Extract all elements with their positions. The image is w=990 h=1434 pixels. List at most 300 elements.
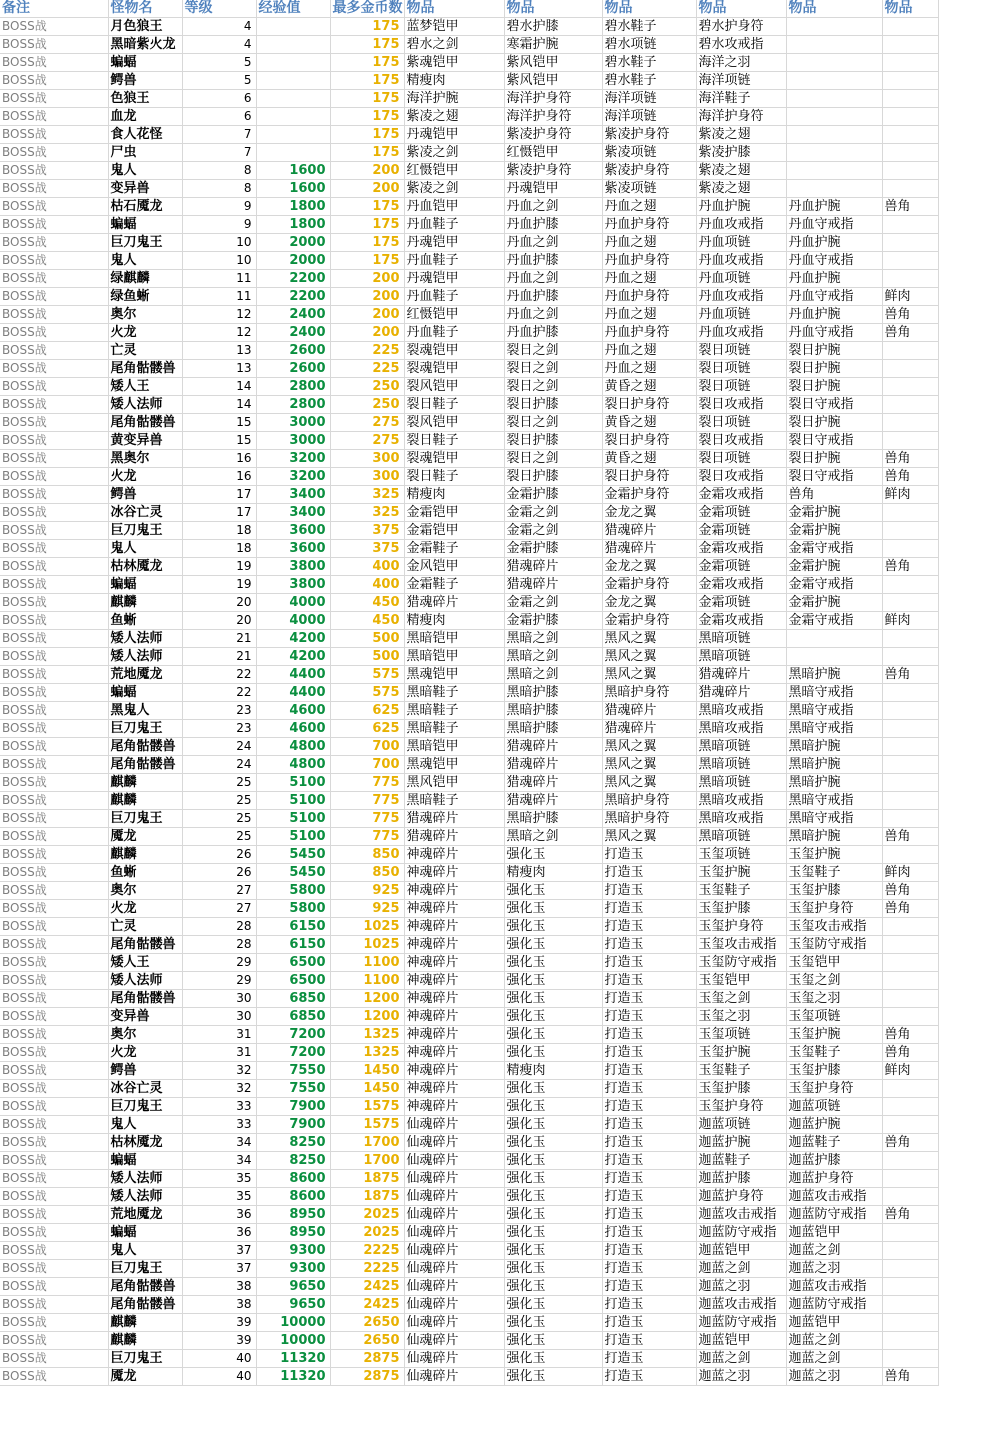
item-cell[interactable]: 迦蓝铠甲 (696, 1332, 786, 1350)
item-cell[interactable]: 丹血攻戒指 (696, 252, 786, 270)
exp-cell[interactable]: 4400 (256, 684, 330, 702)
item-cell[interactable]: 黑暗项链 (696, 756, 786, 774)
level-cell[interactable]: 10 (182, 234, 256, 252)
monster-name-cell[interactable]: 月色狼王 (108, 18, 182, 36)
item-cell[interactable]: 碧水护膝 (504, 18, 602, 36)
item-cell[interactable]: 神魂碎片 (404, 1008, 504, 1026)
monster-name-cell[interactable]: 尾角骷髅兽 (108, 738, 182, 756)
exp-cell[interactable]: 3200 (256, 450, 330, 468)
item-cell[interactable] (882, 630, 938, 648)
exp-cell[interactable]: 6500 (256, 972, 330, 990)
exp-cell[interactable]: 9650 (256, 1278, 330, 1296)
item-cell[interactable] (882, 162, 938, 180)
monster-name-cell[interactable]: 麒麟 (108, 846, 182, 864)
exp-cell[interactable]: 6150 (256, 918, 330, 936)
level-cell[interactable]: 26 (182, 846, 256, 864)
monster-name-cell[interactable]: 麒麟 (108, 774, 182, 792)
item-cell[interactable]: 玉玺护腕 (696, 1044, 786, 1062)
item-cell[interactable]: 裂日之剑 (504, 378, 602, 396)
level-cell[interactable]: 12 (182, 324, 256, 342)
note-cell[interactable]: BOSS战 (0, 1080, 108, 1098)
item-cell[interactable]: 金霜护膝 (504, 540, 602, 558)
item-cell[interactable]: 仙魂碎片 (404, 1350, 504, 1368)
monster-name-cell[interactable]: 冰谷亡灵 (108, 1080, 182, 1098)
item-cell[interactable]: 鲜肉 (882, 864, 938, 882)
note-cell[interactable]: BOSS战 (0, 486, 108, 504)
item-cell[interactable] (786, 108, 882, 126)
item-cell[interactable]: 兽角 (882, 882, 938, 900)
item-cell[interactable] (882, 576, 938, 594)
item-cell[interactable] (882, 36, 938, 54)
level-cell[interactable]: 20 (182, 594, 256, 612)
level-cell[interactable]: 28 (182, 936, 256, 954)
item-cell[interactable]: 裂日之剑 (504, 360, 602, 378)
item-cell[interactable]: 玉玺护腕 (786, 1026, 882, 1044)
item-cell[interactable]: 强化玉 (504, 1080, 602, 1098)
gold-cell[interactable]: 275 (330, 414, 404, 432)
level-cell[interactable]: 39 (182, 1332, 256, 1350)
item-cell[interactable]: 神魂碎片 (404, 954, 504, 972)
note-cell[interactable]: BOSS战 (0, 774, 108, 792)
gold-cell[interactable]: 175 (330, 252, 404, 270)
item-cell[interactable] (882, 756, 938, 774)
level-cell[interactable]: 40 (182, 1368, 256, 1386)
gold-cell[interactable]: 225 (330, 360, 404, 378)
monster-name-cell[interactable]: 尾角骷髅兽 (108, 1296, 182, 1314)
item-cell[interactable] (882, 792, 938, 810)
item-cell[interactable]: 强化玉 (504, 936, 602, 954)
item-cell[interactable]: 金霜之剑 (504, 522, 602, 540)
gold-cell[interactable]: 775 (330, 828, 404, 846)
item-cell[interactable]: 玉玺护腕 (696, 864, 786, 882)
item-cell[interactable]: 强化玉 (504, 1044, 602, 1062)
gold-cell[interactable]: 200 (330, 180, 404, 198)
item-cell[interactable]: 紫风铠甲 (504, 72, 602, 90)
monster-name-cell[interactable]: 尾角骷髅兽 (108, 756, 182, 774)
item-cell[interactable]: 黑暗护身符 (602, 792, 696, 810)
item-cell[interactable]: 猎魂碎片 (504, 738, 602, 756)
item-cell[interactable]: 丹魂铠甲 (404, 234, 504, 252)
note-cell[interactable]: BOSS战 (0, 72, 108, 90)
gold-cell[interactable]: 2875 (330, 1350, 404, 1368)
item-cell[interactable]: 金霜守戒指 (786, 576, 882, 594)
monster-name-cell[interactable]: 奥尔 (108, 1026, 182, 1044)
item-cell[interactable]: 强化玉 (504, 1026, 602, 1044)
exp-cell[interactable]: 10000 (256, 1314, 330, 1332)
item-cell[interactable]: 丹血之剑 (504, 234, 602, 252)
item-cell[interactable]: 裂魂铠甲 (404, 360, 504, 378)
item-cell[interactable] (786, 36, 882, 54)
item-cell[interactable]: 金霜鞋子 (404, 576, 504, 594)
gold-cell[interactable]: 400 (330, 576, 404, 594)
item-cell[interactable]: 丹血守戒指 (786, 324, 882, 342)
item-cell[interactable]: 紫凌护身符 (602, 126, 696, 144)
item-cell[interactable]: 仙魂碎片 (404, 1116, 504, 1134)
note-cell[interactable]: BOSS战 (0, 378, 108, 396)
note-cell[interactable]: BOSS战 (0, 864, 108, 882)
exp-cell[interactable]: 3600 (256, 522, 330, 540)
exp-cell[interactable]: 4600 (256, 702, 330, 720)
item-cell[interactable]: 黑暗护腕 (786, 666, 882, 684)
level-cell[interactable]: 23 (182, 702, 256, 720)
item-cell[interactable]: 仙魂碎片 (404, 1206, 504, 1224)
item-cell[interactable] (882, 108, 938, 126)
gold-cell[interactable]: 1325 (330, 1044, 404, 1062)
note-cell[interactable]: BOSS战 (0, 126, 108, 144)
item-cell[interactable]: 打造玉 (602, 864, 696, 882)
monster-name-cell[interactable]: 鬼人 (108, 1116, 182, 1134)
item-cell[interactable]: 紫凌项链 (602, 180, 696, 198)
exp-cell[interactable]: 7900 (256, 1098, 330, 1116)
gold-cell[interactable]: 250 (330, 396, 404, 414)
item-cell[interactable]: 丹血之翅 (602, 270, 696, 288)
item-cell[interactable]: 兽角 (882, 198, 938, 216)
item-cell[interactable]: 金霜护膝 (504, 612, 602, 630)
gold-cell[interactable]: 1700 (330, 1134, 404, 1152)
item-cell[interactable]: 丹血之剑 (504, 270, 602, 288)
item-cell[interactable]: 打造玉 (602, 1242, 696, 1260)
item-cell[interactable]: 迦蓝防守戒指 (786, 1206, 882, 1224)
exp-cell[interactable]: 6500 (256, 954, 330, 972)
item-cell[interactable] (882, 990, 938, 1008)
level-cell[interactable]: 7 (182, 126, 256, 144)
monster-name-cell[interactable]: 黑暗紫火龙 (108, 36, 182, 54)
item-cell[interactable] (882, 1116, 938, 1134)
item-cell[interactable]: 黑暗护膝 (504, 702, 602, 720)
item-cell[interactable]: 仙魂碎片 (404, 1296, 504, 1314)
item-cell[interactable]: 黑暗守戒指 (786, 792, 882, 810)
exp-cell[interactable]: 2000 (256, 234, 330, 252)
item-cell[interactable]: 猎魂碎片 (696, 666, 786, 684)
item-cell[interactable] (882, 72, 938, 90)
level-cell[interactable]: 37 (182, 1242, 256, 1260)
monster-name-cell[interactable]: 矮人王 (108, 378, 182, 396)
item-cell[interactable]: 碧水护身符 (696, 18, 786, 36)
exp-cell[interactable]: 8250 (256, 1134, 330, 1152)
note-cell[interactable]: BOSS战 (0, 1062, 108, 1080)
item-cell[interactable]: 裂日护腕 (786, 378, 882, 396)
item-cell[interactable]: 金霜护腕 (786, 594, 882, 612)
note-cell[interactable]: BOSS战 (0, 1026, 108, 1044)
item-cell[interactable]: 猎魂碎片 (504, 774, 602, 792)
item-cell[interactable]: 打造玉 (602, 1260, 696, 1278)
item-cell[interactable]: 仙魂碎片 (404, 1242, 504, 1260)
note-cell[interactable]: BOSS战 (0, 684, 108, 702)
note-cell[interactable]: BOSS战 (0, 342, 108, 360)
item-cell[interactable]: 神魂碎片 (404, 1098, 504, 1116)
item-cell[interactable]: 仙魂碎片 (404, 1260, 504, 1278)
gold-cell[interactable]: 1200 (330, 1008, 404, 1026)
item-cell[interactable]: 打造玉 (602, 1134, 696, 1152)
item-cell[interactable]: 迦蓝护膝 (786, 1152, 882, 1170)
item-cell[interactable]: 打造玉 (602, 1152, 696, 1170)
gold-cell[interactable]: 700 (330, 738, 404, 756)
item-cell[interactable]: 打造玉 (602, 936, 696, 954)
exp-cell[interactable]: 9650 (256, 1296, 330, 1314)
monster-name-cell[interactable]: 蝙蝠 (108, 1152, 182, 1170)
note-cell[interactable]: BOSS战 (0, 216, 108, 234)
gold-cell[interactable]: 325 (330, 504, 404, 522)
item-cell[interactable]: 裂日护腕 (786, 360, 882, 378)
item-cell[interactable]: 玉玺项链 (696, 846, 786, 864)
item-cell[interactable]: 打造玉 (602, 1278, 696, 1296)
monster-name-cell[interactable]: 矮人法师 (108, 630, 182, 648)
exp-cell[interactable]: 2400 (256, 324, 330, 342)
monster-name-cell[interactable]: 枯林魇龙 (108, 558, 182, 576)
item-cell[interactable]: 黑魂铠甲 (404, 666, 504, 684)
item-cell[interactable]: 丹血鞋子 (404, 252, 504, 270)
item-cell[interactable]: 丹血护膝 (504, 324, 602, 342)
item-cell[interactable]: 紫凌护身符 (504, 162, 602, 180)
item-cell[interactable]: 黑暗护膝 (504, 720, 602, 738)
item-cell[interactable]: 黑暗铠甲 (404, 738, 504, 756)
gold-cell[interactable]: 2650 (330, 1332, 404, 1350)
gold-cell[interactable]: 175 (330, 108, 404, 126)
item-cell[interactable]: 金霜护腕 (786, 504, 882, 522)
monster-name-cell[interactable]: 魇龙 (108, 1368, 182, 1386)
item-cell[interactable]: 碧水鞋子 (602, 72, 696, 90)
gold-cell[interactable]: 925 (330, 900, 404, 918)
monster-name-cell[interactable]: 巨刀鬼王 (108, 810, 182, 828)
monster-name-cell[interactable]: 麒麟 (108, 1332, 182, 1350)
item-cell[interactable]: 迦蓝攻击戒指 (786, 1188, 882, 1206)
item-cell[interactable]: 玉玺攻击戒指 (696, 936, 786, 954)
exp-cell[interactable] (256, 72, 330, 90)
item-cell[interactable]: 强化玉 (504, 1116, 602, 1134)
gold-cell[interactable]: 375 (330, 540, 404, 558)
level-cell[interactable]: 15 (182, 414, 256, 432)
item-cell[interactable]: 海洋之羽 (696, 54, 786, 72)
item-cell[interactable] (882, 846, 938, 864)
item-cell[interactable]: 兽角 (882, 1026, 938, 1044)
item-cell[interactable]: 迦蓝铠甲 (786, 1314, 882, 1332)
note-cell[interactable]: BOSS战 (0, 882, 108, 900)
monster-name-cell[interactable]: 巨刀鬼王 (108, 720, 182, 738)
level-cell[interactable]: 16 (182, 468, 256, 486)
item-cell[interactable]: 紫凌之剑 (404, 144, 504, 162)
item-cell[interactable]: 迦蓝之羽 (696, 1278, 786, 1296)
level-cell[interactable]: 25 (182, 792, 256, 810)
note-cell[interactable]: BOSS战 (0, 1296, 108, 1314)
item-cell[interactable]: 玉玺防守戒指 (786, 936, 882, 954)
monster-name-cell[interactable]: 绿鱼蜥 (108, 288, 182, 306)
monster-name-cell[interactable]: 色狼王 (108, 90, 182, 108)
note-cell[interactable]: BOSS战 (0, 1170, 108, 1188)
item-cell[interactable]: 玉玺护膝 (786, 1062, 882, 1080)
level-cell[interactable]: 33 (182, 1098, 256, 1116)
exp-cell[interactable] (256, 18, 330, 36)
item-cell[interactable]: 仙魂碎片 (404, 1278, 504, 1296)
item-cell[interactable]: 金龙之翼 (602, 558, 696, 576)
item-cell[interactable]: 丹血鞋子 (404, 324, 504, 342)
item-cell[interactable]: 丹血护腕 (786, 198, 882, 216)
item-cell[interactable]: 紫凌护身符 (504, 126, 602, 144)
monster-name-cell[interactable]: 食人花怪 (108, 126, 182, 144)
note-cell[interactable]: BOSS战 (0, 414, 108, 432)
item-cell[interactable]: 紫魂铠甲 (404, 54, 504, 72)
gold-cell[interactable]: 850 (330, 864, 404, 882)
item-cell[interactable]: 玉玺鞋子 (786, 864, 882, 882)
level-cell[interactable]: 32 (182, 1080, 256, 1098)
gold-cell[interactable]: 2025 (330, 1206, 404, 1224)
gold-cell[interactable]: 175 (330, 36, 404, 54)
exp-cell[interactable]: 6850 (256, 1008, 330, 1026)
note-cell[interactable]: BOSS战 (0, 1008, 108, 1026)
note-cell[interactable]: BOSS战 (0, 972, 108, 990)
level-cell[interactable]: 40 (182, 1350, 256, 1368)
note-cell[interactable]: BOSS战 (0, 1098, 108, 1116)
level-cell[interactable]: 10 (182, 252, 256, 270)
note-cell[interactable]: BOSS战 (0, 1332, 108, 1350)
item-cell[interactable]: 猎魂碎片 (504, 756, 602, 774)
gold-cell[interactable]: 200 (330, 306, 404, 324)
item-cell[interactable]: 裂日护膝 (504, 468, 602, 486)
item-cell[interactable] (786, 648, 882, 666)
exp-cell[interactable]: 8250 (256, 1152, 330, 1170)
item-cell[interactable]: 迦蓝防守戒指 (696, 1224, 786, 1242)
gold-cell[interactable]: 200 (330, 162, 404, 180)
gold-cell[interactable]: 275 (330, 432, 404, 450)
monster-name-cell[interactable]: 鳄兽 (108, 72, 182, 90)
gold-cell[interactable]: 775 (330, 792, 404, 810)
exp-cell[interactable]: 5800 (256, 882, 330, 900)
item-cell[interactable]: 丹血铠甲 (404, 198, 504, 216)
gold-cell[interactable]: 175 (330, 54, 404, 72)
item-cell[interactable] (882, 1080, 938, 1098)
level-cell[interactable]: 16 (182, 450, 256, 468)
level-cell[interactable]: 31 (182, 1044, 256, 1062)
item-cell[interactable]: 红慑铠甲 (404, 306, 504, 324)
level-cell[interactable]: 29 (182, 954, 256, 972)
note-cell[interactable]: BOSS战 (0, 738, 108, 756)
note-cell[interactable]: BOSS战 (0, 540, 108, 558)
item-cell[interactable]: 裂日护身符 (602, 432, 696, 450)
note-cell[interactable]: BOSS战 (0, 1350, 108, 1368)
item-cell[interactable]: 金霜攻戒指 (696, 576, 786, 594)
item-cell[interactable]: 丹血护腕 (786, 234, 882, 252)
note-cell[interactable]: BOSS战 (0, 36, 108, 54)
item-cell[interactable]: 丹血护膝 (504, 216, 602, 234)
item-cell[interactable]: 裂日项链 (696, 450, 786, 468)
item-cell[interactable]: 玉玺护膝 (786, 882, 882, 900)
item-cell[interactable]: 金霜项链 (696, 522, 786, 540)
note-cell[interactable]: BOSS战 (0, 144, 108, 162)
item-cell[interactable]: 裂风铠甲 (404, 414, 504, 432)
item-cell[interactable]: 玉玺鞋子 (696, 1062, 786, 1080)
monster-name-cell[interactable]: 鱼蜥 (108, 612, 182, 630)
level-cell[interactable]: 18 (182, 540, 256, 558)
monster-name-cell[interactable]: 尸虫 (108, 144, 182, 162)
item-cell[interactable]: 金龙之翼 (602, 504, 696, 522)
item-cell[interactable]: 强化玉 (504, 846, 602, 864)
item-cell[interactable] (882, 594, 938, 612)
item-cell[interactable]: 丹魂铠甲 (404, 270, 504, 288)
note-cell[interactable]: BOSS战 (0, 900, 108, 918)
monster-name-cell[interactable]: 尾角骷髅兽 (108, 990, 182, 1008)
note-cell[interactable]: BOSS战 (0, 252, 108, 270)
level-cell[interactable]: 27 (182, 882, 256, 900)
item-cell[interactable]: 黑暗攻戒指 (696, 792, 786, 810)
gold-cell[interactable]: 1875 (330, 1188, 404, 1206)
note-cell[interactable]: BOSS战 (0, 54, 108, 72)
item-cell[interactable]: 黑暗攻戒指 (696, 720, 786, 738)
item-cell[interactable]: 鲜肉 (882, 288, 938, 306)
item-cell[interactable]: 玉玺项链 (786, 1008, 882, 1026)
exp-cell[interactable]: 5450 (256, 864, 330, 882)
item-cell[interactable] (882, 216, 938, 234)
note-cell[interactable]: BOSS战 (0, 630, 108, 648)
monster-name-cell[interactable]: 变异兽 (108, 1008, 182, 1026)
item-cell[interactable]: 黑暗攻戒指 (696, 702, 786, 720)
level-cell[interactable]: 13 (182, 342, 256, 360)
item-cell[interactable]: 紫凌护膝 (696, 144, 786, 162)
gold-cell[interactable]: 175 (330, 198, 404, 216)
item-cell[interactable]: 裂日护腕 (786, 342, 882, 360)
monster-name-cell[interactable]: 蝙蝠 (108, 1224, 182, 1242)
monster-name-cell[interactable]: 鬼人 (108, 540, 182, 558)
item-cell[interactable]: 海洋项链 (602, 90, 696, 108)
item-cell[interactable] (882, 396, 938, 414)
item-cell[interactable]: 紫风铠甲 (504, 54, 602, 72)
level-cell[interactable]: 36 (182, 1206, 256, 1224)
note-cell[interactable]: BOSS战 (0, 450, 108, 468)
level-cell[interactable]: 24 (182, 756, 256, 774)
item-cell[interactable]: 裂日项链 (696, 360, 786, 378)
note-cell[interactable]: BOSS战 (0, 288, 108, 306)
exp-cell[interactable]: 4000 (256, 612, 330, 630)
gold-cell[interactable]: 175 (330, 216, 404, 234)
item-cell[interactable]: 强化玉 (504, 1224, 602, 1242)
item-cell[interactable]: 黑风之翼 (602, 648, 696, 666)
note-cell[interactable]: BOSS战 (0, 846, 108, 864)
exp-cell[interactable]: 6850 (256, 990, 330, 1008)
monster-name-cell[interactable]: 绿麒麟 (108, 270, 182, 288)
item-cell[interactable]: 黑暗项链 (696, 648, 786, 666)
gold-cell[interactable]: 1025 (330, 918, 404, 936)
item-cell[interactable]: 强化玉 (504, 1332, 602, 1350)
exp-cell[interactable]: 9300 (256, 1260, 330, 1278)
item-cell[interactable]: 碧水鞋子 (602, 18, 696, 36)
item-cell[interactable]: 强化玉 (504, 900, 602, 918)
gold-cell[interactable]: 175 (330, 234, 404, 252)
item-cell[interactable] (882, 1350, 938, 1368)
item-cell[interactable]: 金霜项链 (696, 594, 786, 612)
note-cell[interactable]: BOSS战 (0, 648, 108, 666)
item-cell[interactable] (786, 90, 882, 108)
exp-cell[interactable]: 1800 (256, 198, 330, 216)
item-cell[interactable]: 打造玉 (602, 1368, 696, 1386)
item-cell[interactable]: 打造玉 (602, 1332, 696, 1350)
gold-cell[interactable]: 325 (330, 486, 404, 504)
item-cell[interactable]: 黑暗鞋子 (404, 792, 504, 810)
item-cell[interactable]: 鲜肉 (882, 1062, 938, 1080)
item-cell[interactable]: 神魂碎片 (404, 882, 504, 900)
gold-cell[interactable]: 1450 (330, 1062, 404, 1080)
level-cell[interactable]: 21 (182, 630, 256, 648)
monster-name-cell[interactable]: 尾角骷髅兽 (108, 360, 182, 378)
monster-name-cell[interactable]: 黄变异兽 (108, 432, 182, 450)
gold-cell[interactable]: 2025 (330, 1224, 404, 1242)
exp-cell[interactable]: 7200 (256, 1044, 330, 1062)
item-cell[interactable]: 强化玉 (504, 1242, 602, 1260)
item-cell[interactable]: 海洋护身符 (696, 108, 786, 126)
item-cell[interactable]: 强化玉 (504, 1008, 602, 1026)
monster-name-cell[interactable]: 鳄兽 (108, 486, 182, 504)
item-cell[interactable]: 玉玺护身符 (696, 918, 786, 936)
monster-name-cell[interactable]: 鳄兽 (108, 1062, 182, 1080)
item-cell[interactable]: 打造玉 (602, 1350, 696, 1368)
exp-cell[interactable]: 7200 (256, 1026, 330, 1044)
